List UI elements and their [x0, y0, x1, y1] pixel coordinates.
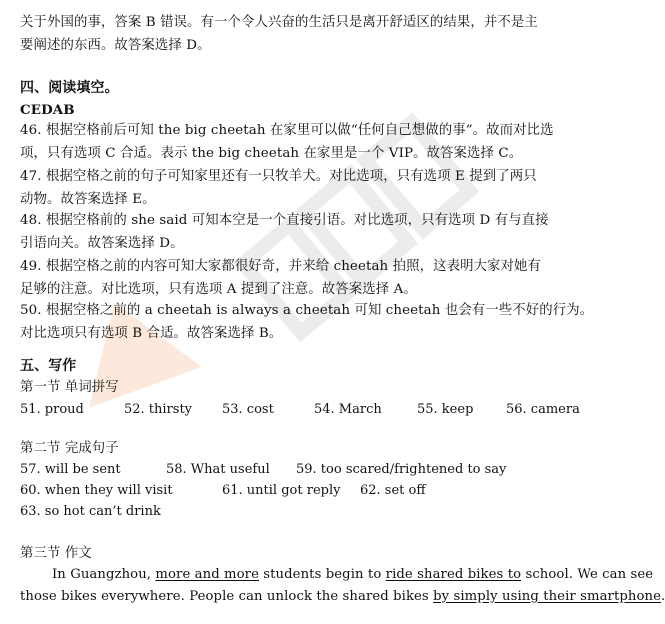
part-2-title: 第二节 完成句子 [20, 441, 119, 456]
sentence-answer: 62. set off [360, 483, 426, 498]
intro-line-1: 关于外国的事，答案 B 错误。有一个令人兴奋的生活只是离开舒适区的结果，并不是主 [20, 15, 538, 30]
spelling-answer: 52. thirsty [124, 402, 193, 417]
essay-underlined-phrase: by simply using their smartphone [433, 589, 662, 604]
section-4-item-line: 50. 根据空格之前的 a cheetah is always a cheetah 可知 cheetah 也会有一些不好的行为。 [20, 303, 594, 318]
spelling-answer: 54. March [314, 402, 382, 417]
spelling-answer: 55. keep [417, 402, 474, 417]
section-4-item-line: 足够的注意。对比选项，只有选项 A 提到了注意。故答案选择 A。 [20, 282, 417, 297]
essay-text: In Guangzhou, [52, 567, 156, 582]
section-4-item-line: 动物。故答案选择 E。 [20, 192, 156, 207]
section-4-item-line: 引语向关。故答案选择 D。 [20, 236, 184, 251]
essay-underlined-phrase: more and more [155, 567, 259, 582]
section-4-item-line: 49. 根据空格之前的内容可知大家都很好奇，并来给 cheetah 拍照，这表明大家对她有 [20, 259, 542, 274]
sentence-answer: 58. What useful [166, 462, 270, 477]
essay-underlined-phrase: ride shared bikes to [385, 567, 522, 582]
section-4-item-line: 项，只有选项 C 合适。表示 the big cheetah 在家里是一个 VIP。故答案选择 C。 [20, 146, 523, 161]
essay-paragraph-line-2 [20, 588, 665, 606]
section-4-item-line: 对比选项只有选项 B 合适。故答案选择 B。 [20, 326, 283, 341]
sentence-answer: 63. so hot can’t drink [20, 504, 161, 519]
section-4-item-line: 48. 根据空格前的 she said 可知本空是一个直接引语。对比选项，只有选项 D 有与直接 [20, 213, 549, 228]
section-4-item-line: 47. 根据空格之前的句子可知家里还有一只牧羊犬。对比选项，只有选项 E 提到了两只 [20, 169, 537, 184]
sentence-answer: 61. until got reply [222, 483, 341, 498]
essay-text: school. We can see [521, 567, 654, 582]
essay-paragraph-line-1 [52, 566, 653, 584]
sentence-answer: 57. will be sent [20, 462, 121, 477]
essay-text: students begin to [258, 567, 386, 582]
spelling-answer: 53. cost [222, 402, 274, 417]
section-5-title: 五、写作 [20, 358, 77, 374]
sentence-answer: 60. when they will visit [20, 483, 173, 498]
section-4-answer-key: CEDAB [20, 102, 75, 118]
essay-text: . [661, 589, 665, 604]
section-4-item-line: 46. 根据空格前后可知 the big cheetah 在家里可以做“任何自己想做的事”。故而对比选 [20, 123, 554, 138]
sentence-answer: 59. too scared/frightened to say [296, 462, 507, 477]
section-4-title: 四、阅读填空。 [20, 80, 119, 96]
spelling-answer: 56. camera [506, 402, 580, 417]
intro-line-2: 要阐述的东西。故答案选择 D。 [20, 38, 211, 53]
part-1-title: 第一节 单词拼写 [20, 380, 119, 395]
spelling-answer: 51. proud [20, 402, 84, 417]
essay-text: those bikes everywhere. People can unlock the shared bikes [20, 589, 434, 604]
part-3-title: 第三节 作文 [20, 546, 92, 561]
